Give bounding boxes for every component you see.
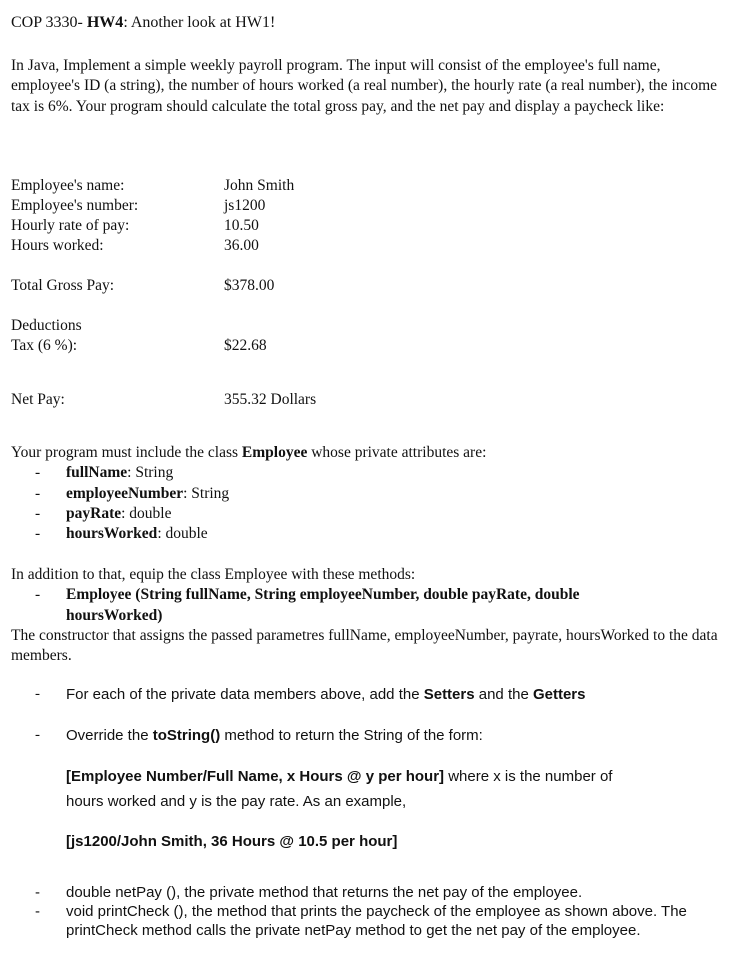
constructor-description: The constructor that assigns the passed parametres fullName, employeeNumber, payrate, hoursWorked to the data members.: [11, 626, 718, 665]
paycheck-label: Deductions: [11, 317, 82, 334]
attribute-item: [11, 463, 723, 483]
format-text: where x is the number of: [444, 768, 613, 785]
title-hw: HW4: [86, 14, 124, 31]
private-method-items: [11, 883, 723, 940]
dash-bullet: -: [35, 504, 41, 522]
netpay-item: [11, 883, 723, 902]
format-paragraph: [11, 764, 723, 814]
tostring-block: [11, 723, 723, 748]
paycheck-label: Tax (6 %):: [11, 337, 78, 354]
item-text: and the: [474, 686, 533, 703]
example-paragraph: [11, 829, 723, 854]
tostring-example: [11, 829, 723, 854]
attribute-item: [11, 524, 723, 544]
paycheck-value: 355.32 Dollars: [224, 391, 317, 408]
dash-bullet: -: [35, 686, 40, 702]
class-lead-text: whose private attributes are:: [307, 444, 487, 461]
attribute-item: [11, 484, 723, 504]
document-title: [11, 14, 275, 32]
item-text: void printCheck (), the method that prints the paycheck of the employee as shown above. The printCheck method calls the private netPay method to get the net pay of the employee.: [66, 903, 687, 939]
dash-bullet: -: [35, 884, 40, 901]
title-prefix: COP 3330-: [11, 14, 87, 31]
paycheck-value: 36.00: [224, 237, 259, 254]
title-rest: : Another look at HW1!: [123, 14, 276, 31]
paycheck-value: $378.00: [224, 277, 275, 294]
paycheck-value: 10.50: [224, 217, 259, 234]
tostring-format: [11, 764, 723, 814]
attribute-name: payRate: [66, 504, 122, 522]
constructor-signature: hoursWorked): [66, 606, 163, 624]
paycheck-label: Hourly rate of pay:: [11, 217, 130, 234]
setters-getters-item: [11, 682, 723, 707]
item-bold: Setters: [423, 686, 475, 703]
dash-bullet: -: [35, 586, 41, 604]
attribute-name: hoursWorked: [66, 525, 158, 543]
class-lead: [11, 443, 723, 463]
class-name: Employee: [241, 444, 308, 461]
constructor-signature: Employee (String fullName, String employeeNumber, double payRate, double: [66, 586, 580, 604]
attribute-type: : String: [127, 464, 174, 482]
dash-bullet: -: [35, 525, 41, 543]
format-bold: [Employee Number/Full Name, x Hours @ y per hour]: [66, 768, 445, 785]
example-bold: [js1200/John Smith, 36 Hours @ 10.5 per hour]: [66, 833, 398, 850]
tostring-item: [11, 723, 723, 748]
paycheck-value: js1200: [224, 197, 266, 214]
methods-lead: In addition to that, equip the class Employee with these methods:: [11, 566, 416, 583]
attribute-name: employeeNumber: [66, 484, 184, 502]
constructor-item: [11, 585, 723, 626]
item-text: method to return the String of the form:: [220, 727, 483, 744]
paycheck-label: Employee's name:: [11, 177, 125, 194]
class-requirements: [11, 443, 723, 544]
attribute-item: [11, 504, 723, 524]
attribute-name: fullName: [66, 464, 128, 482]
paycheck-label: Total Gross Pay:: [11, 277, 115, 294]
printcheck-item: [11, 902, 723, 940]
class-lead-text: Your program must include the class: [11, 444, 242, 461]
methods-requirements: [11, 565, 723, 666]
dash-bullet: -: [35, 464, 41, 482]
dash-bullet: -: [35, 727, 40, 743]
paycheck-value: John Smith: [224, 177, 295, 194]
paycheck-value: $22.68: [224, 337, 267, 354]
item-text: Override the: [66, 727, 153, 744]
attribute-type: : double: [121, 504, 172, 522]
paycheck-label: Net Pay:: [11, 391, 65, 408]
paycheck-label: Employee's number:: [11, 197, 139, 214]
item-text: For each of the private data members above, add the: [66, 686, 424, 703]
item-bold: Getters: [532, 686, 586, 703]
attribute-type: : String: [183, 484, 230, 502]
dash-bullet: -: [35, 484, 41, 502]
dash-bullet: -: [35, 903, 40, 920]
method-items: [11, 682, 723, 707]
attribute-type: : double: [157, 525, 208, 543]
paycheck-label: Hours worked:: [11, 237, 104, 254]
format-text: hours worked and y is the pay rate. As an example,: [66, 793, 407, 810]
item-bold: toString(): [152, 727, 221, 744]
item-text: double netPay (), the private method that returns the net pay of the employee.: [66, 884, 583, 901]
intro-paragraph: In Java, Implement a simple weekly payroll program. The input will consist of the employee's full name, employee's ID (a string), the number of hours worked (a real number), the hourly rate (a real number), the income tax is 6%. Your program should calculate the total gross pay, and the net pay and display a paycheck like:: [11, 57, 718, 115]
